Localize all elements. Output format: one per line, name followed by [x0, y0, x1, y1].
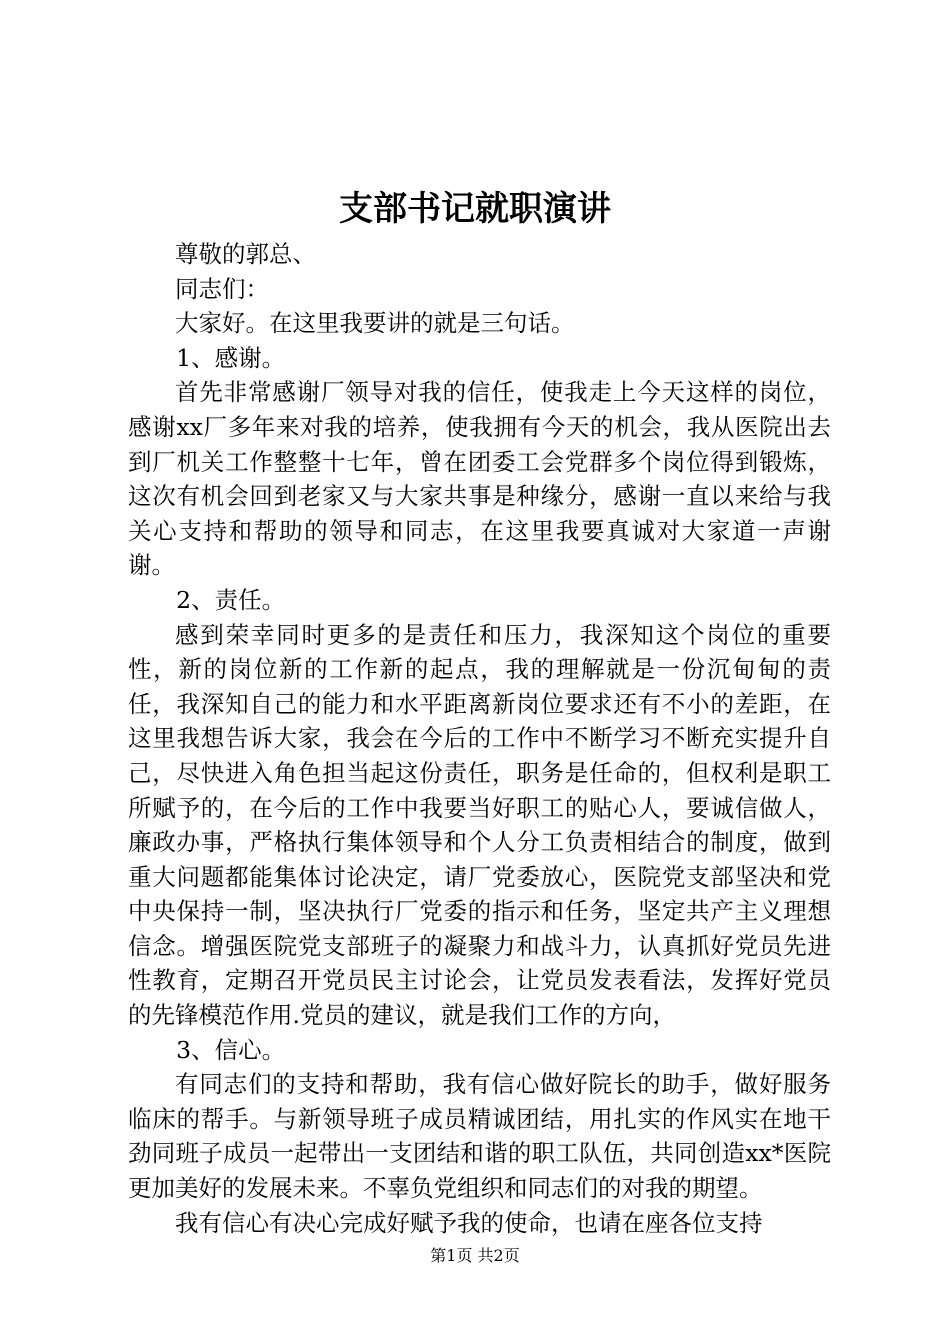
page-footer: 第1页 共2页 [430, 1246, 520, 1265]
body-paragraph: 感到荣幸同时更多的是责任和压力，我深知这个岗位的重要性，新的岗位新的工作新的起点，我的理解就是一份沉甸甸的责任，我深知自己的能力和水平距离新岗位要求还有不小的差距，在这里我想告诉大家，我会在今后的工作中不断学习不断充实提升自己，尽快进入角色担当起这份责任，职务是任命的，但权利是职工所赋予的，在今后的工作中我要当好职工的贴心人，要诚信做人，廉政办事，严格执行集体领导和个人分工负责相结合的制度，做到重大问题都能集体讨论决定，请厂党委放心，医院党支部坚决和党中央保持一制，坚决执行厂党委的指示和任务，坚定共产主义理想信念。增强医院党支部班子的凝聚力和战斗力，认真抓好党员先进性教育，定期召开党员民主讨论会，让党员发表看法，发挥好党员的先锋模范作用.党员的建议，就是我们工作的方向， [128, 620, 831, 1030]
section-heading-confidence: 3、信心。 [176, 1035, 286, 1064]
opening-paragraph: 大家好。在这里我要讲的就是三句话。 [175, 309, 575, 338]
section-heading-thanks: 1、感谢。 [176, 343, 286, 372]
body-paragraph: 首先非常感谢厂领导对我的信任，使我走上今天这样的岗位，感谢xx厂多年来对我的培养，使我拥有今天的机会，我从医院出去到厂机关工作整整十七年，曾在团委工会党群多个岗位得到锻炼，这次有机会回到老家又与大家共事是种缘分，感谢一直以来给与我关心支持和帮助的领导和同志，在这里我要真诚对大家道一声谢谢。 [128, 378, 831, 580]
body-paragraph: 我有信心有决心完成好赋予我的使命，也请在座各位支持 [175, 1208, 763, 1237]
document-body [128, 237, 831, 1240]
salutation-line: 尊敬的郭总、 [175, 240, 316, 268]
body-paragraph: 有同志们的支持和帮助，我有信心做好院长的助手，做好服务临床的帮手。与新领导班子成员精诚团结，用扎实的作风实在地干劲同班子成员一起带出一支团结和谐的职工队伍，共同创造xx*医院更加美好的发展未来。不辜负党组织和同志们的对我的期望。 [128, 1070, 831, 1203]
document-title: 支部书记就职演讲 [339, 189, 611, 229]
section-heading-responsibility: 2、责任。 [176, 585, 286, 614]
salutation-line: 同志们： [175, 274, 269, 303]
